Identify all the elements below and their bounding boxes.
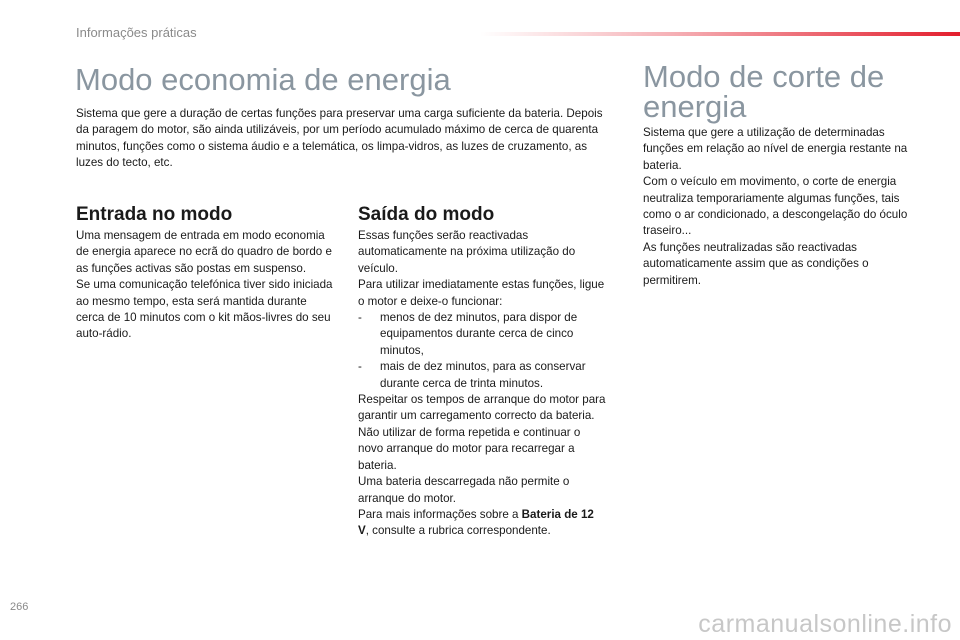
- entry-paragraph: Uma mensagem de entrada em modo economia de energia aparece no ecrã do quadro de bordo e as funções activas são postas em suspenso.: [76, 229, 332, 275]
- page-title: Modo economia de energia: [75, 62, 451, 97]
- page-number: 266: [10, 601, 29, 613]
- side-paragraph: Com o veículo em movimento, o corte de energia neutraliza temporariamente algumas funções, tais como o ar condicionado, a descongelação do óculo traseiro...: [643, 175, 908, 238]
- exit-paragraph: Essas funções serão reactivadas automaticamente na próxima utilização do veículo.: [358, 229, 576, 275]
- entry-paragraph: Se uma comunicação telefónica tiver sido iniciada ao mesmo tempo, esta será mantida durante cerca de 10 minutos com o kit mãos-livres do seu auto-rádio.: [76, 278, 333, 341]
- side-paragraph: Sistema que gere a utilização de determinadas funções em relação ao nível de energia restante na bateria.: [643, 126, 908, 172]
- list-item-text: menos de dez minutos, para dispor de equipamentos durante cerca de cinco minutos,: [380, 311, 578, 357]
- watermark: carmanualsonline.info: [698, 610, 952, 638]
- side-paragraph: As funções neutralizadas são reactivadas automaticamente assim que as condições o permitirem.: [643, 240, 869, 287]
- exit-paragraph: Para utilizar imediatamente estas funções, ligue o motor e deixe-o funcionar:: [358, 278, 605, 308]
- more-info-suffix: , consulte a rubrica correspondente.: [365, 524, 551, 538]
- more-info-prefix: Para mais informações sobre a: [358, 507, 522, 521]
- side-title: Modo de corte de energia: [643, 59, 885, 124]
- intro-paragraph: Sistema que gere a duração de certas funções para preservar uma carga suficiente da bateria. Depois da paragem do motor, são ainda utilizáveis, por um período acumulado máximo de cerca de quarenta minutos, funções como o sistema áudio e a telemática, os limpa-vidros, as luzes de cruzamento, as luzes do tecto, etc.: [76, 107, 603, 170]
- more-info-paragraph: [358, 507, 608, 540]
- header-accent-bar: [480, 32, 960, 36]
- list-item: [358, 310, 608, 359]
- exit-heading: Saída do modo: [358, 204, 495, 225]
- battery-reference: Bateria de 12 V: [358, 507, 594, 538]
- list-dash: -: [358, 360, 362, 374]
- list-dash: -: [358, 311, 362, 325]
- exit-column: [358, 228, 608, 540]
- list-item-text: mais de dez minutos, para as conservar durante cerca de trinta minutos.: [380, 360, 586, 390]
- exit-paragraph: Respeitar os tempos de arranque do motor para garantir um carregamento correcto da bateria.: [358, 393, 606, 423]
- exit-paragraph: Uma bateria descarregada não permite o arranque do motor.: [358, 475, 570, 505]
- side-column: [643, 125, 913, 289]
- entry-heading: Entrada no modo: [76, 204, 233, 225]
- exit-paragraph: Não utilizar de forma repetida e continuar o novo arranque do motor para recarregar a bateria.: [358, 425, 581, 472]
- list-item: [358, 359, 608, 392]
- section-title: Informações práticas: [76, 25, 197, 40]
- entry-column: [76, 228, 336, 343]
